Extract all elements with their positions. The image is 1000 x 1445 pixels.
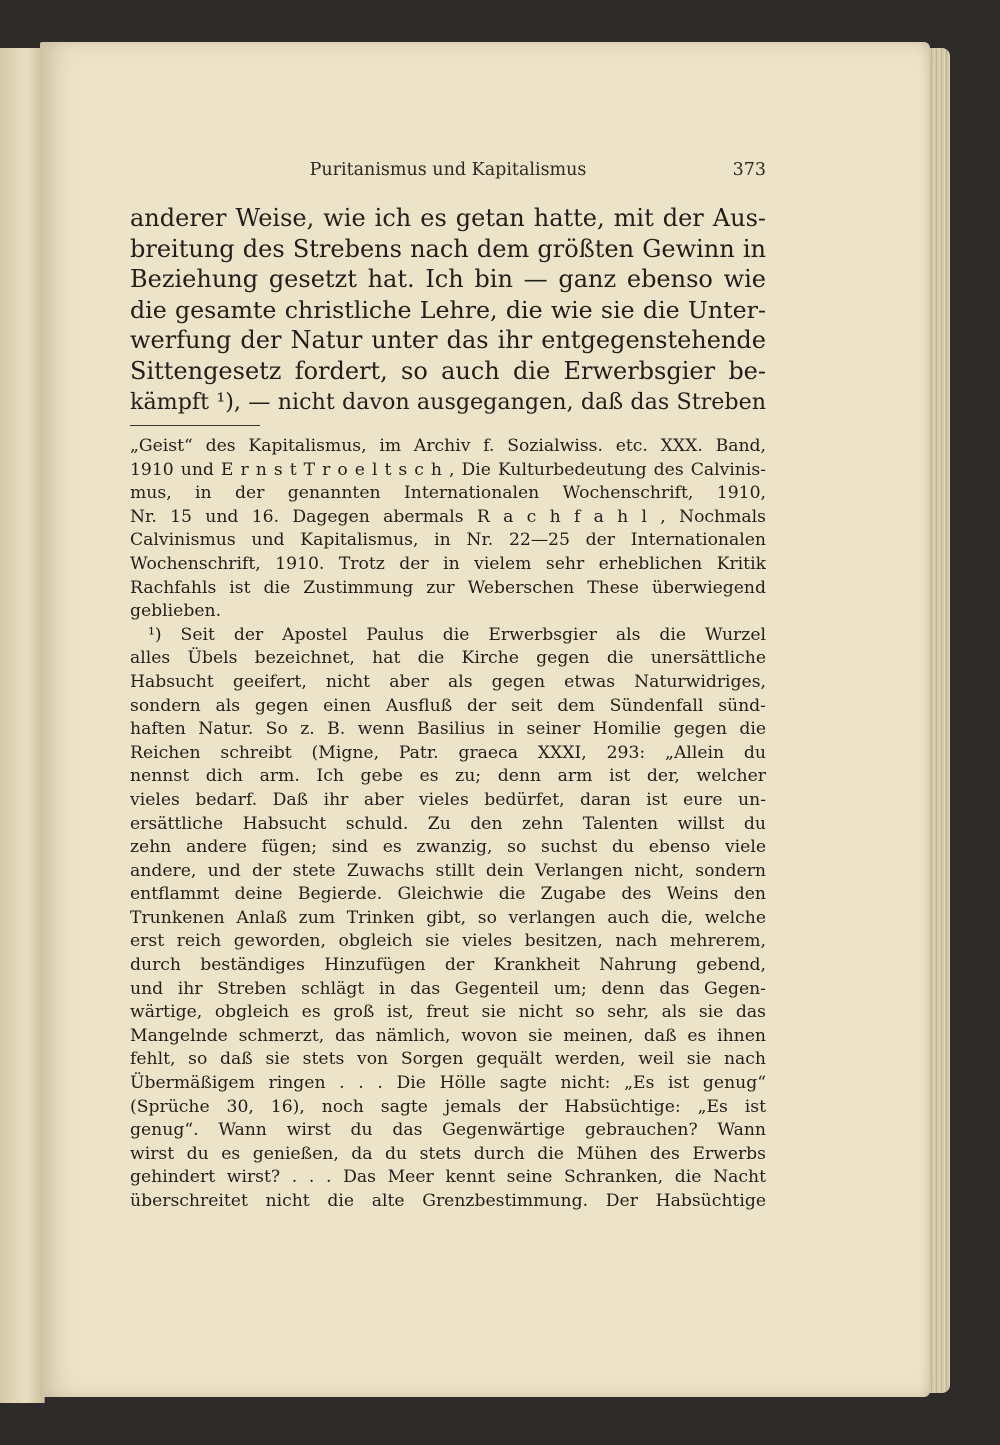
footnote-line: durch beständiges Hinzufügen der Krankheit Nahrung gebend, xyxy=(130,955,766,976)
footnote-line: Trunkenen Anlaß zum Trinken gibt, so verlangen auch die, welche xyxy=(130,907,766,928)
footnote-line: alles Übels bezeichnet, hat die Kirche gegen die unersättliche xyxy=(130,648,766,669)
main-text-line: werfung der Natur unter das ihr entgegenstehende xyxy=(130,326,766,355)
page-number: 373 xyxy=(732,160,766,180)
footnote-line: überschreitet nicht die alte Grenzbestimmung. Der Habsüchtige xyxy=(130,1191,766,1211)
footnote-line: Reichen schreibt (Migne, Patr. graeca XXXI, 293: „Allein du xyxy=(130,742,766,763)
footnote-line: gehindert wirst? . . . Das Meer kennt seine Schranken, die Nacht xyxy=(130,1167,766,1188)
footnote-line: fehlt, so daß sie stets von Sorgen gequält werden, weil sie nach xyxy=(130,1049,766,1070)
footnote-line: wirst du es genießen, da du stets durch die Mühen des Erwerbs xyxy=(130,1143,766,1164)
footnote-line: sondern als gegen einen Ausfluß der seit dem Sündenfall sünd- xyxy=(130,695,766,716)
footnote-line: entflammt deine Begierde. Gleichwie die Zugabe des Weins den xyxy=(130,884,766,905)
footnote-line: Habsucht geeifert, nicht aber als gegen etwas Naturwidriges, xyxy=(130,671,766,692)
footnote-line: mus, in der genannten Internationalen Wochenschrift, 1910, xyxy=(130,483,766,504)
main-text-line: die gesamte christliche Lehre, die wie sie die Unter- xyxy=(130,295,766,324)
main-text-line: Beziehung gesetzt hat. Ich bin — ganz ebenso wie xyxy=(130,265,766,294)
footnote-line: (Sprüche 30, 16), noch sagte jemals der Habsüchtige: „Es ist xyxy=(130,1096,766,1117)
footnote-line: Rachfahls ist die Zustimmung zur Weberschen These überwiegend xyxy=(130,577,766,598)
main-text-block xyxy=(130,203,766,417)
footnote-line: wärtige, obgleich es groß ist, freut sie nicht so sehr, als sie das xyxy=(130,1002,766,1023)
footnote-line: Übermäßigem ringen . . . Die Hölle sagte nicht: „Es ist genug“ xyxy=(130,1073,766,1094)
main-text-line: Sittengesetz fordert, so auch die Erwerbsgier be- xyxy=(130,356,766,385)
footnote-line: ¹) Seit der Apostel Paulus die Erwerbsgier als die Wurzel xyxy=(148,624,766,645)
footnote-line: ersättliche Habsucht schuld. Zu den zehn Talenten willst du xyxy=(130,813,766,834)
footnote-separator-rule xyxy=(130,425,260,426)
facing-page-edge xyxy=(0,48,45,1403)
main-text-line: anderer Weise, wie ich es getan hatte, mit der Aus- xyxy=(130,204,766,232)
running-head xyxy=(130,160,766,186)
footnote-line: Calvinismus und Kapitalismus, in Nr. 22—25 der Internationalen xyxy=(130,530,766,551)
footnote-line: haften Natur. So z. B. wenn Basilius in seiner Homilie gegen die xyxy=(130,719,766,740)
footnote-line: nennst dich arm. Ich gebe es zu; denn arm ist der, welcher xyxy=(130,766,766,787)
footnote-line: Mangelnde schmerzt, das nämlich, wovon sie meinen, daß es ihnen xyxy=(130,1025,766,1046)
footnote-line: erst reich geworden, obgleich sie vieles besitzen, nach mehrerem, xyxy=(130,931,766,952)
main-text-line: breitung des Strebens nach dem größten Gewinn in xyxy=(130,234,766,263)
footnote-line: zehn andere fügen; sind es zwanzig, so suchst du ebenso viele xyxy=(130,837,766,858)
footnote-line: Nr. 15 und 16. Dagegen abermals R a c h f a h l , Nochmals xyxy=(130,506,766,527)
footnote-line: Wochenschrift, 1910. Trotz der in vielem sehr erheblichen Kritik xyxy=(130,553,766,574)
footnote-line: geblieben. xyxy=(130,601,222,622)
footnote-line: genug“. Wann wirst du das Gegenwärtige gebrauchen? Wann xyxy=(130,1120,766,1141)
footnote-line: 1910 und E r n s t T r o e l t s c h , Die Kulturbedeutung des Calvinis- xyxy=(130,459,766,480)
footnotes-block xyxy=(130,435,766,1214)
footnote-line: andere, und der stete Zuwachs stillt dein Verlangen nicht, sondern xyxy=(130,860,766,881)
main-text-line: kämpft ¹), — nicht davon ausgegangen, daß das Streben xyxy=(130,388,766,415)
footnote-line: und ihr Streben schlägt in das Gegenteil um; denn das Gegen- xyxy=(130,978,766,999)
footnote-line: „Geist“ des Kapitalismus, im Archiv f. Sozialwiss. etc. XXX. Band, xyxy=(130,436,766,456)
footnote-line: vieles bedarf. Daß ihr aber vieles bedürfet, daran ist eure un- xyxy=(130,789,766,810)
running-head-title: Puritanismus und Kapitalismus xyxy=(309,160,587,180)
